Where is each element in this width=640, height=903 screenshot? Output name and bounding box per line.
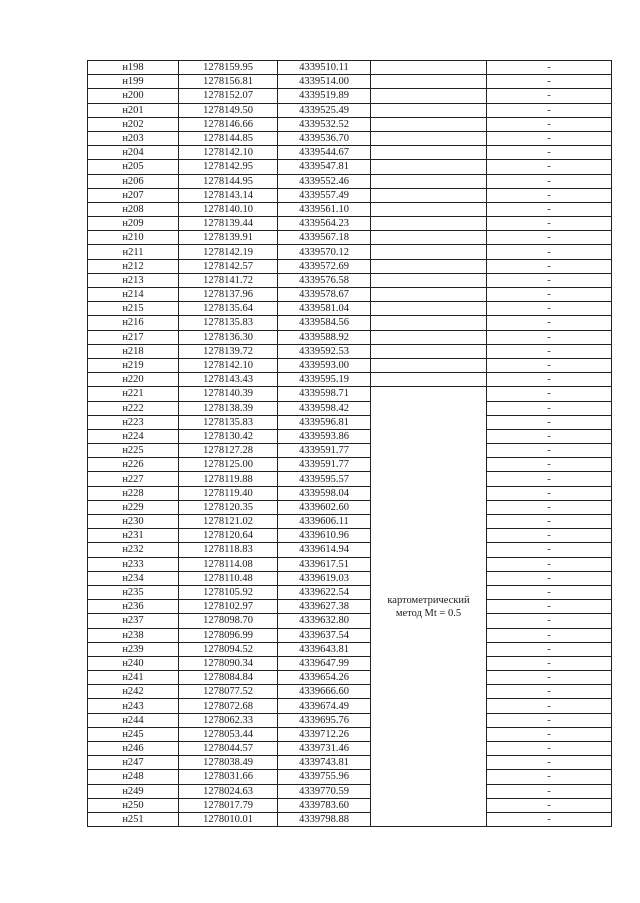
point-name-cell: н203 bbox=[88, 131, 179, 145]
y-coordinate-cell: 4339557.49 bbox=[278, 188, 371, 202]
x-coordinate-cell: 1278156.81 bbox=[179, 75, 278, 89]
point-name-cell: н228 bbox=[88, 486, 179, 500]
method-label: картометрический bbox=[387, 594, 470, 606]
value-cell: - bbox=[487, 146, 612, 160]
y-coordinate-cell: 4339606.11 bbox=[278, 515, 371, 529]
table-row bbox=[88, 628, 612, 642]
y-coordinate-cell: 4339610.96 bbox=[278, 529, 371, 543]
x-coordinate-cell: 1278143.43 bbox=[179, 373, 278, 387]
value-cell: - bbox=[487, 515, 612, 529]
y-coordinate-cell: 4339755.96 bbox=[278, 770, 371, 784]
method-cell-empty bbox=[371, 273, 487, 287]
x-coordinate-cell: 1278017.79 bbox=[179, 798, 278, 812]
point-name-cell: н240 bbox=[88, 656, 179, 670]
y-coordinate-cell: 4339593.00 bbox=[278, 358, 371, 372]
point-name-cell: н230 bbox=[88, 515, 179, 529]
y-coordinate-cell: 4339596.81 bbox=[278, 415, 371, 429]
x-coordinate-cell: 1278090.34 bbox=[179, 656, 278, 670]
x-coordinate-cell: 1278120.64 bbox=[179, 529, 278, 543]
method-cell-empty bbox=[371, 259, 487, 273]
table-row bbox=[88, 713, 612, 727]
value-cell: - bbox=[487, 358, 612, 372]
y-coordinate-cell: 4339595.57 bbox=[278, 472, 371, 486]
value-cell: - bbox=[487, 160, 612, 174]
point-name-cell: н198 bbox=[88, 61, 179, 75]
table-row bbox=[88, 288, 612, 302]
method-accuracy-label: метод Mt = 0.5 bbox=[395, 607, 462, 619]
x-coordinate-cell: 1278144.85 bbox=[179, 131, 278, 145]
method-cell-empty bbox=[371, 131, 487, 145]
x-coordinate-cell: 1278062.33 bbox=[179, 713, 278, 727]
point-name-cell: н209 bbox=[88, 217, 179, 231]
point-name-cell: н246 bbox=[88, 742, 179, 756]
point-name-cell: н225 bbox=[88, 444, 179, 458]
value-cell: - bbox=[487, 316, 612, 330]
table-row bbox=[88, 330, 612, 344]
point-name-cell: н213 bbox=[88, 273, 179, 287]
table-row bbox=[88, 344, 612, 358]
method-cell-empty bbox=[371, 61, 487, 75]
y-coordinate-cell: 4339666.60 bbox=[278, 685, 371, 699]
method-cell-empty bbox=[371, 302, 487, 316]
table-row bbox=[88, 231, 612, 245]
value-cell: - bbox=[487, 61, 612, 75]
table-row bbox=[88, 529, 612, 543]
y-coordinate-cell: 4339647.99 bbox=[278, 656, 371, 670]
method-cell-empty bbox=[371, 103, 487, 117]
table-row bbox=[88, 273, 612, 287]
x-coordinate-cell: 1278038.49 bbox=[179, 756, 278, 770]
method-cell-empty bbox=[371, 316, 487, 330]
point-name-cell: н235 bbox=[88, 585, 179, 599]
table-row bbox=[88, 259, 612, 273]
point-name-cell: н239 bbox=[88, 642, 179, 656]
table-row bbox=[88, 401, 612, 415]
x-coordinate-cell: 1278127.28 bbox=[179, 444, 278, 458]
table-row bbox=[88, 770, 612, 784]
y-coordinate-cell: 4339576.58 bbox=[278, 273, 371, 287]
x-coordinate-cell: 1278142.10 bbox=[179, 358, 278, 372]
method-cell-empty bbox=[371, 288, 487, 302]
y-coordinate-cell: 4339591.77 bbox=[278, 444, 371, 458]
x-coordinate-cell: 1278135.64 bbox=[179, 302, 278, 316]
table-row bbox=[88, 103, 612, 117]
table-row bbox=[88, 160, 612, 174]
point-name-cell: н218 bbox=[88, 344, 179, 358]
table-row bbox=[88, 373, 612, 387]
point-name-cell: н248 bbox=[88, 770, 179, 784]
y-coordinate-cell: 4339567.18 bbox=[278, 231, 371, 245]
point-name-cell: н207 bbox=[88, 188, 179, 202]
method-cell-empty bbox=[371, 89, 487, 103]
value-cell: - bbox=[487, 614, 612, 628]
point-name-cell: н247 bbox=[88, 756, 179, 770]
method-cell-empty bbox=[371, 231, 487, 245]
value-cell: - bbox=[487, 429, 612, 443]
point-name-cell: н205 bbox=[88, 160, 179, 174]
point-name-cell: н202 bbox=[88, 117, 179, 131]
y-coordinate-cell: 4339578.67 bbox=[278, 288, 371, 302]
y-coordinate-cell: 4339637.54 bbox=[278, 628, 371, 642]
value-cell: - bbox=[487, 131, 612, 145]
point-name-cell: н251 bbox=[88, 812, 179, 826]
point-name-cell: н237 bbox=[88, 614, 179, 628]
y-coordinate-cell: 4339593.86 bbox=[278, 429, 371, 443]
table-row bbox=[88, 600, 612, 614]
x-coordinate-cell: 1278114.08 bbox=[179, 557, 278, 571]
table-row bbox=[88, 742, 612, 756]
table-row bbox=[88, 699, 612, 713]
value-cell: - bbox=[487, 770, 612, 784]
table-row bbox=[88, 316, 612, 330]
x-coordinate-cell: 1278024.63 bbox=[179, 784, 278, 798]
y-coordinate-cell: 4339544.67 bbox=[278, 146, 371, 160]
y-coordinate-cell: 4339536.70 bbox=[278, 131, 371, 145]
y-coordinate-cell: 4339598.04 bbox=[278, 486, 371, 500]
x-coordinate-cell: 1278102.97 bbox=[179, 600, 278, 614]
point-name-cell: н201 bbox=[88, 103, 179, 117]
table-row bbox=[88, 146, 612, 160]
point-name-cell: н245 bbox=[88, 727, 179, 741]
point-name-cell: н226 bbox=[88, 458, 179, 472]
point-name-cell: н210 bbox=[88, 231, 179, 245]
point-name-cell: н204 bbox=[88, 146, 179, 160]
table-row bbox=[88, 515, 612, 529]
x-coordinate-cell: 1278072.68 bbox=[179, 699, 278, 713]
method-cell bbox=[371, 387, 487, 827]
y-coordinate-cell: 4339674.49 bbox=[278, 699, 371, 713]
y-coordinate-cell: 4339602.60 bbox=[278, 500, 371, 514]
value-cell: - bbox=[487, 472, 612, 486]
value-cell: - bbox=[487, 273, 612, 287]
value-cell: - bbox=[487, 231, 612, 245]
point-name-cell: н206 bbox=[88, 174, 179, 188]
y-coordinate-cell: 4339627.38 bbox=[278, 600, 371, 614]
table-row bbox=[88, 472, 612, 486]
y-coordinate-cell: 4339614.94 bbox=[278, 543, 371, 557]
y-coordinate-cell: 4339619.03 bbox=[278, 571, 371, 585]
x-coordinate-cell: 1278084.84 bbox=[179, 671, 278, 685]
y-coordinate-cell: 4339595.19 bbox=[278, 373, 371, 387]
y-coordinate-cell: 4339514.00 bbox=[278, 75, 371, 89]
x-coordinate-cell: 1278143.14 bbox=[179, 188, 278, 202]
y-coordinate-cell: 4339570.12 bbox=[278, 245, 371, 259]
value-cell: - bbox=[487, 742, 612, 756]
x-coordinate-cell: 1278125.00 bbox=[179, 458, 278, 472]
value-cell: - bbox=[487, 330, 612, 344]
x-coordinate-cell: 1278142.10 bbox=[179, 146, 278, 160]
table-row bbox=[88, 358, 612, 372]
table-row bbox=[88, 415, 612, 429]
table-row bbox=[88, 89, 612, 103]
x-coordinate-cell: 1278053.44 bbox=[179, 727, 278, 741]
table-row bbox=[88, 202, 612, 216]
x-coordinate-cell: 1278010.01 bbox=[179, 812, 278, 826]
x-coordinate-cell: 1278137.96 bbox=[179, 288, 278, 302]
x-coordinate-cell: 1278139.72 bbox=[179, 344, 278, 358]
point-name-cell: н221 bbox=[88, 387, 179, 401]
value-cell: - bbox=[487, 117, 612, 131]
method-cell-empty bbox=[371, 373, 487, 387]
y-coordinate-cell: 4339654.26 bbox=[278, 671, 371, 685]
table-row bbox=[88, 302, 612, 316]
y-coordinate-cell: 4339584.56 bbox=[278, 316, 371, 330]
x-coordinate-cell: 1278142.57 bbox=[179, 259, 278, 273]
y-coordinate-cell: 4339622.54 bbox=[278, 585, 371, 599]
value-cell: - bbox=[487, 387, 612, 401]
y-coordinate-cell: 4339519.89 bbox=[278, 89, 371, 103]
table-row bbox=[88, 756, 612, 770]
table-row bbox=[88, 217, 612, 231]
y-coordinate-cell: 4339783.60 bbox=[278, 798, 371, 812]
table-row bbox=[88, 117, 612, 131]
method-cell-empty bbox=[371, 188, 487, 202]
value-cell: - bbox=[487, 415, 612, 429]
x-coordinate-cell: 1278120.35 bbox=[179, 500, 278, 514]
table-row bbox=[88, 458, 612, 472]
y-coordinate-cell: 4339712.26 bbox=[278, 727, 371, 741]
value-cell: - bbox=[487, 727, 612, 741]
table-row bbox=[88, 486, 612, 500]
y-coordinate-cell: 4339743.81 bbox=[278, 756, 371, 770]
table-row bbox=[88, 812, 612, 826]
table-row bbox=[88, 429, 612, 443]
value-cell: - bbox=[487, 500, 612, 514]
point-name-cell: н216 bbox=[88, 316, 179, 330]
method-cell-empty bbox=[371, 245, 487, 259]
value-cell: - bbox=[487, 671, 612, 685]
point-name-cell: н231 bbox=[88, 529, 179, 543]
value-cell: - bbox=[487, 557, 612, 571]
point-name-cell: н212 bbox=[88, 259, 179, 273]
x-coordinate-cell: 1278044.57 bbox=[179, 742, 278, 756]
value-cell: - bbox=[487, 202, 612, 216]
table-row bbox=[88, 656, 612, 670]
value-cell: - bbox=[487, 585, 612, 599]
x-coordinate-cell: 1278119.40 bbox=[179, 486, 278, 500]
y-coordinate-cell: 4339632.80 bbox=[278, 614, 371, 628]
table-row bbox=[88, 614, 612, 628]
value-cell: - bbox=[487, 174, 612, 188]
value-cell: - bbox=[487, 259, 612, 273]
value-cell: - bbox=[487, 401, 612, 415]
coordinates-table bbox=[87, 60, 612, 827]
point-name-cell: н233 bbox=[88, 557, 179, 571]
table-row bbox=[88, 131, 612, 145]
value-cell: - bbox=[487, 373, 612, 387]
x-coordinate-cell: 1278119.88 bbox=[179, 472, 278, 486]
value-cell: - bbox=[487, 642, 612, 656]
point-name-cell: н227 bbox=[88, 472, 179, 486]
y-coordinate-cell: 4339770.59 bbox=[278, 784, 371, 798]
point-name-cell: н219 bbox=[88, 358, 179, 372]
x-coordinate-cell: 1278139.91 bbox=[179, 231, 278, 245]
point-name-cell: н211 bbox=[88, 245, 179, 259]
x-coordinate-cell: 1278138.39 bbox=[179, 401, 278, 415]
y-coordinate-cell: 4339532.52 bbox=[278, 117, 371, 131]
x-coordinate-cell: 1278144.95 bbox=[179, 174, 278, 188]
point-name-cell: н242 bbox=[88, 685, 179, 699]
x-coordinate-cell: 1278105.92 bbox=[179, 585, 278, 599]
table-row bbox=[88, 543, 612, 557]
y-coordinate-cell: 4339581.04 bbox=[278, 302, 371, 316]
value-cell: - bbox=[487, 103, 612, 117]
point-name-cell: н229 bbox=[88, 500, 179, 514]
value-cell: - bbox=[487, 798, 612, 812]
value-cell: - bbox=[487, 685, 612, 699]
x-coordinate-cell: 1278139.44 bbox=[179, 217, 278, 231]
method-cell-empty bbox=[371, 146, 487, 160]
y-coordinate-cell: 4339798.88 bbox=[278, 812, 371, 826]
value-cell: - bbox=[487, 344, 612, 358]
y-coordinate-cell: 4339525.49 bbox=[278, 103, 371, 117]
x-coordinate-cell: 1278110.48 bbox=[179, 571, 278, 585]
point-name-cell: н214 bbox=[88, 288, 179, 302]
method-cell-empty bbox=[371, 358, 487, 372]
y-coordinate-cell: 4339598.42 bbox=[278, 401, 371, 415]
point-name-cell: н217 bbox=[88, 330, 179, 344]
table-row bbox=[88, 727, 612, 741]
x-coordinate-cell: 1278136.30 bbox=[179, 330, 278, 344]
x-coordinate-cell: 1278077.52 bbox=[179, 685, 278, 699]
x-coordinate-cell: 1278118.83 bbox=[179, 543, 278, 557]
point-name-cell: н241 bbox=[88, 671, 179, 685]
table-row bbox=[88, 387, 612, 401]
y-coordinate-cell: 4339643.81 bbox=[278, 642, 371, 656]
value-cell: - bbox=[487, 458, 612, 472]
x-coordinate-cell: 1278098.70 bbox=[179, 614, 278, 628]
point-name-cell: н200 bbox=[88, 89, 179, 103]
table-row bbox=[88, 188, 612, 202]
coordinates-table-body bbox=[88, 61, 612, 827]
value-cell: - bbox=[487, 245, 612, 259]
value-cell: - bbox=[487, 529, 612, 543]
value-cell: - bbox=[487, 784, 612, 798]
point-name-cell: н215 bbox=[88, 302, 179, 316]
table-row bbox=[88, 571, 612, 585]
point-name-cell: н224 bbox=[88, 429, 179, 443]
table-row bbox=[88, 685, 612, 699]
y-coordinate-cell: 4339731.46 bbox=[278, 742, 371, 756]
value-cell: - bbox=[487, 444, 612, 458]
x-coordinate-cell: 1278159.95 bbox=[179, 61, 278, 75]
table-row bbox=[88, 174, 612, 188]
point-name-cell: н238 bbox=[88, 628, 179, 642]
y-coordinate-cell: 4339695.76 bbox=[278, 713, 371, 727]
x-coordinate-cell: 1278130.42 bbox=[179, 429, 278, 443]
point-name-cell: н234 bbox=[88, 571, 179, 585]
point-name-cell: н220 bbox=[88, 373, 179, 387]
x-coordinate-cell: 1278149.50 bbox=[179, 103, 278, 117]
value-cell: - bbox=[487, 89, 612, 103]
x-coordinate-cell: 1278135.83 bbox=[179, 316, 278, 330]
table-row bbox=[88, 245, 612, 259]
y-coordinate-cell: 4339598.71 bbox=[278, 387, 371, 401]
y-coordinate-cell: 4339591.77 bbox=[278, 458, 371, 472]
x-coordinate-cell: 1278135.83 bbox=[179, 415, 278, 429]
y-coordinate-cell: 4339552.46 bbox=[278, 174, 371, 188]
value-cell: - bbox=[487, 302, 612, 316]
method-cell-empty bbox=[371, 202, 487, 216]
value-cell: - bbox=[487, 188, 612, 202]
value-cell: - bbox=[487, 75, 612, 89]
point-name-cell: н223 bbox=[88, 415, 179, 429]
table-row bbox=[88, 557, 612, 571]
point-name-cell: н232 bbox=[88, 543, 179, 557]
y-coordinate-cell: 4339588.92 bbox=[278, 330, 371, 344]
x-coordinate-cell: 1278142.95 bbox=[179, 160, 278, 174]
value-cell: - bbox=[487, 486, 612, 500]
x-coordinate-cell: 1278140.39 bbox=[179, 387, 278, 401]
method-cell-empty bbox=[371, 330, 487, 344]
method-cell-empty bbox=[371, 217, 487, 231]
y-coordinate-cell: 4339510.11 bbox=[278, 61, 371, 75]
value-cell: - bbox=[487, 288, 612, 302]
value-cell: - bbox=[487, 756, 612, 770]
x-coordinate-cell: 1278094.52 bbox=[179, 642, 278, 656]
method-cell-empty bbox=[371, 344, 487, 358]
method-cell-empty bbox=[371, 174, 487, 188]
point-name-cell: н199 bbox=[88, 75, 179, 89]
table-row bbox=[88, 500, 612, 514]
x-coordinate-cell: 1278146.66 bbox=[179, 117, 278, 131]
x-coordinate-cell: 1278096.99 bbox=[179, 628, 278, 642]
value-cell: - bbox=[487, 543, 612, 557]
x-coordinate-cell: 1278152.07 bbox=[179, 89, 278, 103]
x-coordinate-cell: 1278142.19 bbox=[179, 245, 278, 259]
x-coordinate-cell: 1278031.66 bbox=[179, 770, 278, 784]
table-row bbox=[88, 798, 612, 812]
table-row bbox=[88, 784, 612, 798]
y-coordinate-cell: 4339592.53 bbox=[278, 344, 371, 358]
value-cell: - bbox=[487, 628, 612, 642]
point-name-cell: н250 bbox=[88, 798, 179, 812]
x-coordinate-cell: 1278121.02 bbox=[179, 515, 278, 529]
point-name-cell: н244 bbox=[88, 713, 179, 727]
point-name-cell: н243 bbox=[88, 699, 179, 713]
table-row bbox=[88, 585, 612, 599]
method-cell-empty bbox=[371, 160, 487, 174]
method-cell-empty bbox=[371, 117, 487, 131]
value-cell: - bbox=[487, 713, 612, 727]
table-row bbox=[88, 671, 612, 685]
point-name-cell: н208 bbox=[88, 202, 179, 216]
table-row bbox=[88, 61, 612, 75]
y-coordinate-cell: 4339547.81 bbox=[278, 160, 371, 174]
x-coordinate-cell: 1278140.10 bbox=[179, 202, 278, 216]
x-coordinate-cell: 1278141.72 bbox=[179, 273, 278, 287]
y-coordinate-cell: 4339617.51 bbox=[278, 557, 371, 571]
point-name-cell: н222 bbox=[88, 401, 179, 415]
method-cell-empty bbox=[371, 75, 487, 89]
y-coordinate-cell: 4339564.23 bbox=[278, 217, 371, 231]
value-cell: - bbox=[487, 656, 612, 670]
value-cell: - bbox=[487, 217, 612, 231]
value-cell: - bbox=[487, 699, 612, 713]
y-coordinate-cell: 4339561.10 bbox=[278, 202, 371, 216]
y-coordinate-cell: 4339572.69 bbox=[278, 259, 371, 273]
table-row bbox=[88, 444, 612, 458]
point-name-cell: н236 bbox=[88, 600, 179, 614]
table-row bbox=[88, 642, 612, 656]
value-cell: - bbox=[487, 812, 612, 826]
table-row bbox=[88, 75, 612, 89]
value-cell: - bbox=[487, 571, 612, 585]
value-cell: - bbox=[487, 600, 612, 614]
point-name-cell: н249 bbox=[88, 784, 179, 798]
